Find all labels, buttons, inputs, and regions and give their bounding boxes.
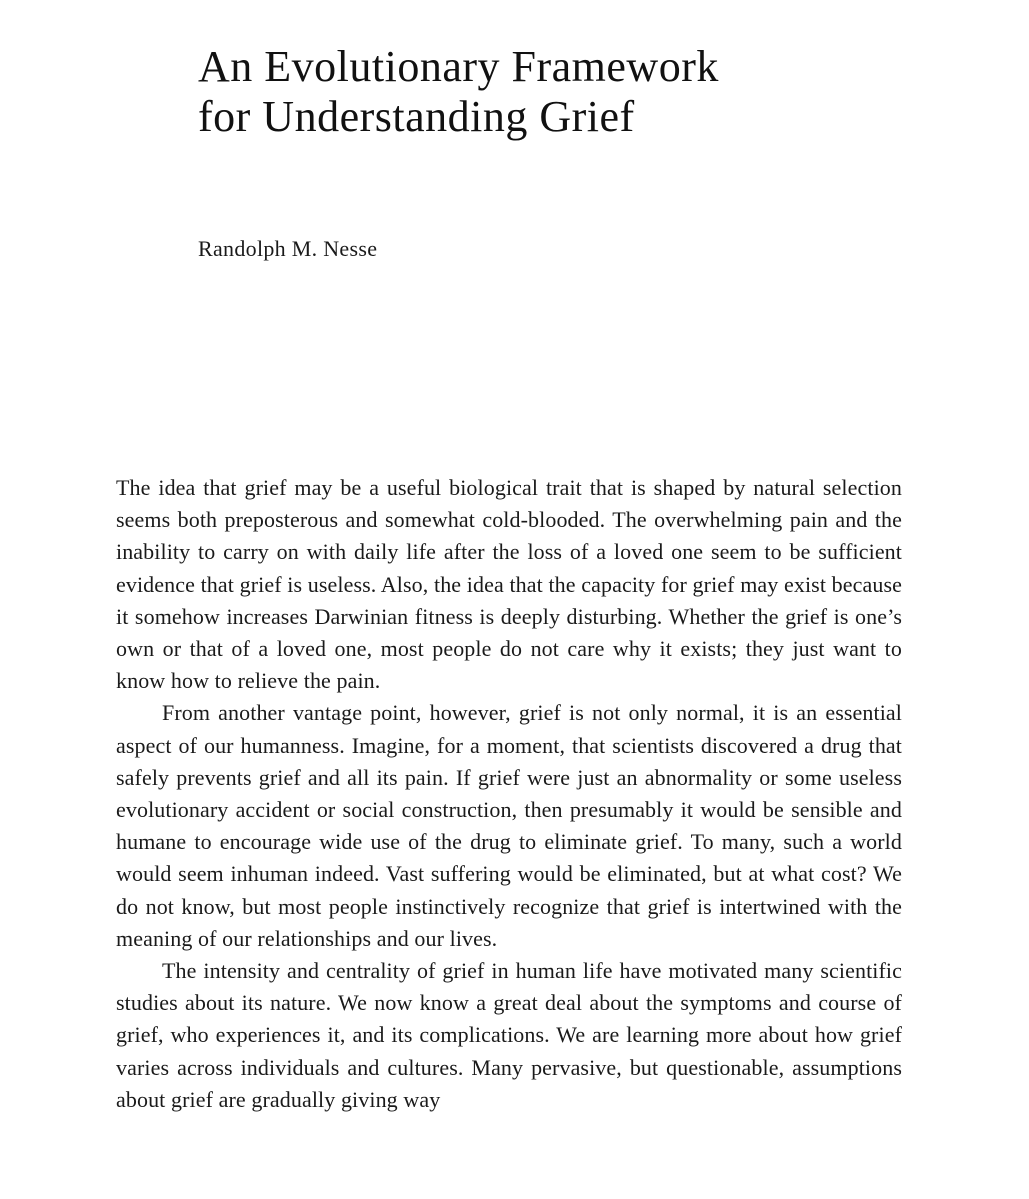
title-line-2: for Understanding Grief (198, 92, 635, 141)
article-body (116, 472, 902, 1116)
title-line-1: An Evolutionary Framework (198, 42, 719, 91)
article-title (198, 42, 958, 142)
paragraph-3: The intensity and centrality of grief in human life have motivated many scientific studies about its nature. We now know a great deal about the symptoms and course of grief, who experiences it, and its complications. We are learning more about how grief varies across individuals and cultures. Many pervasive, but questionable, assumptions about grief are gradually giving way (116, 958, 902, 1112)
paragraph-1: The idea that grief may be a useful biological trait that is shaped by natural selection seems both preposterous and somewhat cold-blooded. The overwhelming pain and the inability to carry on with daily life after the loss of a loved one seem to be sufficient evidence that grief is useless. Also, the idea that the capacity for grief may exist because it somehow increases Darwinian fitness is deeply disturbing. Whether the grief is one’s own or that of a loved one, most people do not care why it exists; they just want to know how to relieve the pain. (116, 475, 902, 694)
paragraph-2: From another vantage point, however, grief is not only normal, it is an essential aspect of our humanness. Imagine, for a moment, that scientists discovered a drug that safely prevents grief and all its pain. If grief were just an abnormality or some useless evolutionary accident or social construction, then presumably it would be sensible and humane to encourage wide use of the drug to eliminate grief. To many, such a world would seem inhuman indeed. Vast suffering would be eliminated, but at what cost? We do not know, but most people instinctively recognize that grief is intertwined with the meaning of our relationships and our lives. (116, 700, 902, 951)
author-name: Randolph M. Nesse (198, 236, 378, 261)
